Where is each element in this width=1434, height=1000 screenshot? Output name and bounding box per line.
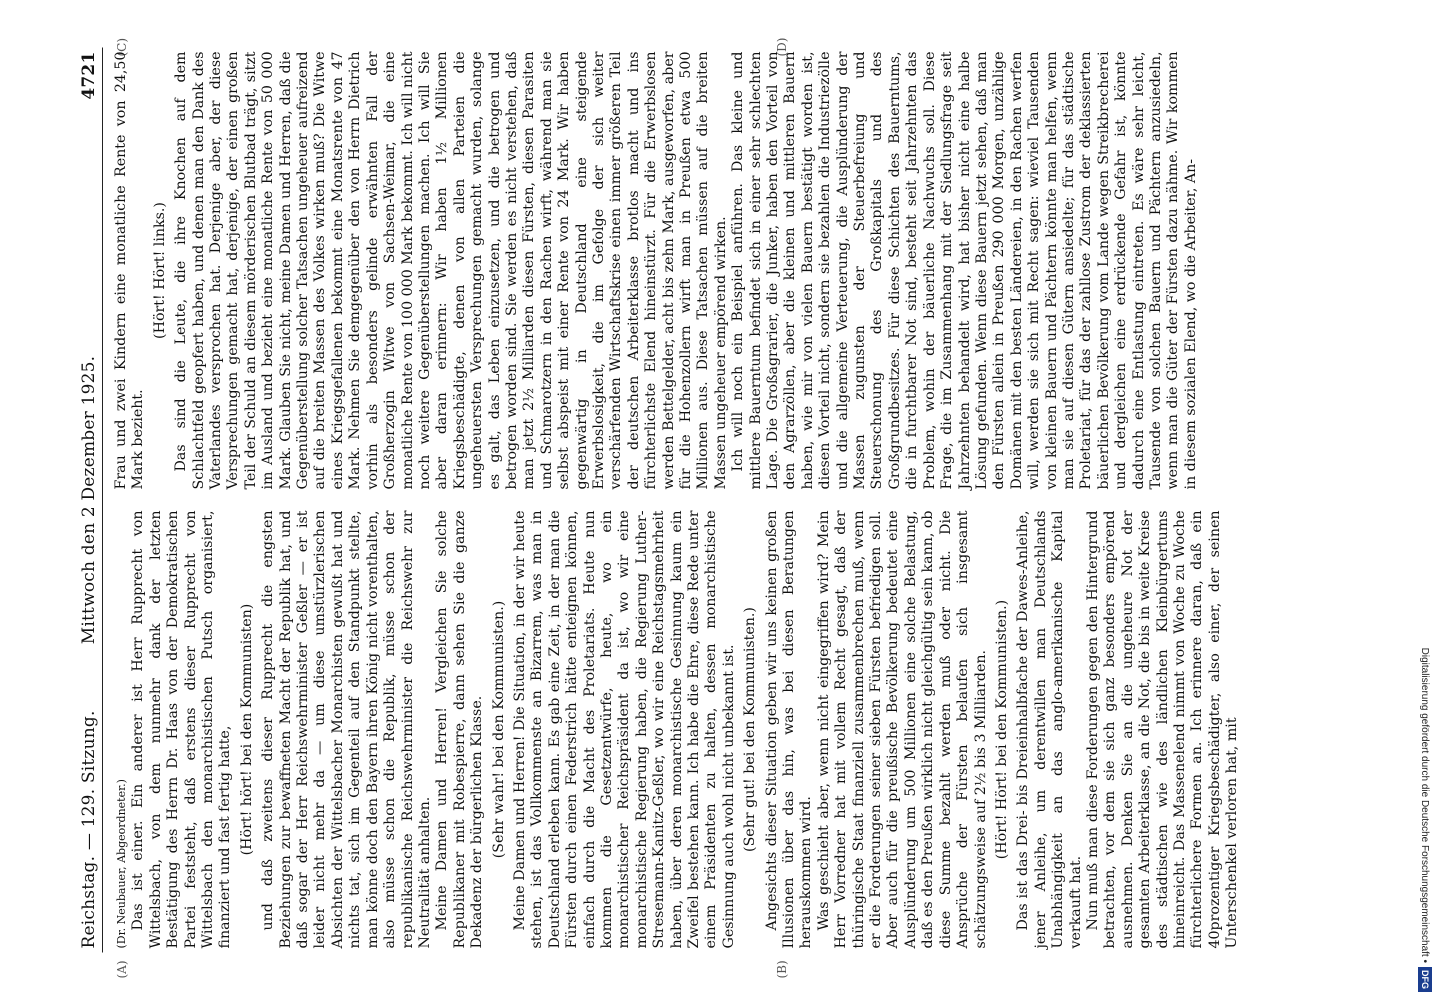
header-page-number: 4721: [79, 51, 99, 100]
header-session: Reichstag. — 129. Sitzung.: [79, 710, 99, 949]
paragraph: Was geschieht aber, wenn nicht eingegriffen wird? Mein Herr Vorredner hat mit vollem Recht gesagt, daß der thüringische Staat finanziell zusammenbrechen muß, wenn er die Forderungen seiner sieben Fürsten befriedigen soll. Aber auch für die preußische Bevölkerung bedeutet eine Ausplünderung um 500 Millionen eine solche Belastung, daß es den Preußen wirklich nicht gleichgültig sein kann, ob diese Summe bezahlt werden muß oder nicht. Die Ansprüche der Fürsten belaufen sich insgesamt schätzungsweise auf 2½ bis 3 Milliarden.: [815, 510, 989, 949]
paragraph: Nun muß man diese Forderungen gegen den Hintergrund betrachten, vor dem sie sich ganz besonders empörend ausnehmen. Denken Sie an die ungeheure Not der gesamten Arbeiterklasse, an die Not, die bis in weite Kreise des städtischen wie des ländlichen Kleinbürgertums hineinreicht. Das Massenelend nimmt von Woche zu Woche fürchterlichere Formen an. Ich erinnere daran, daß ein 40prozentiger Kriegsbeschädigter, also einer, der seinen Unterschenkel verloren hat, mit: [1084, 510, 1241, 949]
page-header: [75, 48, 103, 953]
interjection: (Sehr wahr! bei den Kommunisten.): [490, 600, 507, 859]
interjection: (Hört! hört! bei den Kommunisten): [238, 603, 255, 856]
paragraph: Das ist einer. Ein anderer ist Herr Rupprecht von Wittelsbach, von dem nunmehr dank der letzten Bestätigung des Herrn Dr. Haas von der Demokratischen Partei feststeht, daß erstens dieser Rupprecht von Wittelsbach den monarchistischen Putsch organisiert, finanziert und fast fertig hatte,: [130, 510, 234, 949]
paragraph: Das ist das Drei- bis Dreieinhalbfache der Dawes-Anleihe, jener Anleihe, um derentwillen man Deutschlands Unabhängigkeit an das anglo-amerikanische Kapital verkauft hat.: [1015, 510, 1084, 949]
paragraph: Angesichts dieser Situation geben wir uns keinen großen Illusionen über das hin, was bei diesen Beratungen herauskommen wird.: [763, 510, 815, 949]
margin-mark-c: (C): [115, 37, 129, 57]
dfg-credit-text: Digitalisierung gefördert durch die Deutsche Forschungsgemeinschaft •: [1419, 647, 1430, 963]
dfg-credit: [1418, 8, 1432, 992]
paragraph: Meine Damen und Herren! Vergleichen Sie solche Republikaner mit Robespierre, dann sehen Sie die ganze Dekadenz der bürgerlichen Klasse.: [434, 510, 486, 949]
left-column: [113, 511, 1365, 949]
interjection: (Sehr gut! bei den Kommunisten.): [742, 607, 759, 852]
margin-mark-a: (A): [115, 960, 129, 979]
header-date: Mittwoch den 2 Dezember 1925.: [79, 355, 99, 645]
margin-mark-d: (D): [775, 37, 789, 57]
paragraph: und daß zweitens dieser Rupprecht die engsten Beziehungen zur bewaffneten Macht der Republik hat, und daß sogar der Herr Reichswehrminister Geßler — er ist leider nicht mehr da — um diese umstürzlerischen Absichten der Wittelsbacher Monarchisten gewußt hat und nichts tat, sich im Gegenteil auf den Standpunkt stellte, man könne doch den Bayern ihren König nicht vorenthalten, also müsse schon die Republik, müsse schon der republikanische Reichswehrminister die Reichswehr zur Neutralität anhalten.: [260, 510, 433, 949]
right-column: [113, 52, 1365, 490]
interjection: (Hört! Hört! links.): [151, 202, 168, 339]
dfg-logo: DFG: [1418, 967, 1432, 992]
paragraph: Das sind die Leute, die ihre Knochen auf dem Schlachtfeld geopfert haben, und denen man den Dank des Vaterlandes versprochen hat. Derjenige aber, der diese Versprechungen gemacht hat, derjenige, der einen großen Teil der Schuld an diesem mörderischen Blutbad trägt, sitzt im Ausland und bezieht eine monatliche Rente von 50 000 Mark. Glauben Sie nicht, meine Damen und Herren, daß die Gegenüberstellung solcher Tatsachen ungeheuer aufreizend auf die breiten Massen des Volkes wirken muß? Die Witwe eines Kriegsgefallenen bekommt eine Monatsrente von 47 Mark. Nehmen Sie demgegenüber den von Herrn Dietrich vorhin als besonders gelinde erwähnten Fall der Großherzogin Witwe von Sachsen-Weimar, die eine monatliche Rente von 100 000 Mark bekommt. Ich will nicht noch weitere Gegenüberstellungen machen. Ich will Sie aber daran erinnern: Wir haben 1½ Millionen Kriegsbeschädigte, denen von allen Parteien die ungeheuersten Versprechungen gemacht wurden, solange es galt, das Leben einzusetzen, und die betrogen und betrogen worden sind. Sie werden es nicht verstehen, daß man jetzt 2½ Milliarden diesen Fürsten, diesen Parasiten und Schmarotzern in den Rachen wirft, während man sie selbst abspeist mit einer Rente von 24 Mark. Wir haben gegenwärtig in Deutschland eine steigende Erwerbslosigkeit, die im Gefolge der sich weiter verschärfenden Wirtschaftskrise einen immer größeren Teil der deutschen Arbeiterklasse brotlos macht und ins fürchterlichste Elend hineinstürzt. Für die Erwerbslosen werden Bettelgelder, acht bis zehn Mark, ausgeworfen, aber für die Hohenzollern wirft man in Preußen etwa 500 Millionen aus. Diese Tatsachen müssen auf die breiten Massen ungeheuer empörend wirken.: [173, 51, 729, 490]
paragraph: Frau und zwei Kindern eine monatliche Rente von 24,50 Mark bezieht.: [113, 51, 147, 490]
paragraph: Meine Damen und Herren! Die Situation, in der wir heute stehen, ist das Vollkommenste an Bizarrem, was man in Deutschland erleben kann. Es gab eine Zeit, in der man die Fürsten durch einen Federstrich hätte enteignen können, einfach durch die Macht des Proletariats. Heute nun kommen die Gesetzentwürfe, heute, wo ein monarchistischer Reichspräsident da ist, wo wir eine monarchistische Regierung haben, die Regierung Luther-Stresemann-Kanitz-Geßler, wo wir eine Reichstagsmehrheit haben, über deren monarchistische Gesinnung kaum ein Zweifel bestehen kann. Ich habe die Ehre, diese Rede unter einem Präsidenten zu halten, dessen monarchistische Gesinnung auch wohl nicht unbekannt ist.: [511, 510, 737, 949]
text-columns: [113, 48, 1365, 953]
interjection: (Hört! Hört! bei den Kommunisten.): [993, 599, 1010, 860]
dfg-credit-strip: [1418, 8, 1432, 992]
paragraph: Ich will noch ein Beispiel anführen. Das kleine und mittlere Bauerntum befindet sich in einer sehr schlechten Lage. Die Großagrarier, die Junker, haben den Vorteil von den Agrarzöllen, aber die kleinen und mittleren Bauern haben, wie mir von vielen Bauern bestätigt worden ist, diesen Vorteil nicht, sondern sie bezahlen die Industriezölle und die allgemeine Verteuerung, die Ausplünderung der Massen zugunsten der Steuerbefreiung und Steuerschonung des Großkapitals und des Großgrundbesitzes. Für diese Schichten des Bauerntums, die in furchtbarer Not sind, besteht seit Jahrzehnten das Problem, wohin der bäuerliche Nachwuchs soll. Diese Frage, die im Zusammenhang mit der Siedlungsfrage seit Jahrzehnten behandelt wird, hat bisher nicht eine halbe Lösung gefunden. Wenn diese Bauern jetzt sehen, daß man den Fürsten allein in Preußen 290 000 Morgen, unzählige Domänen mit den besten Ländereien, in den Rachen werfen will, werden sie sich mit Recht sagen: wieviel Tausenden von kleinen Bauern und Pächtern könnte man helfen, wenn man sie auf diesen Gütern ansiedelte; für das städtische Proletariat, für das der zahllose Zustrom der deklassierten bäuerlichen Bevölkerung vom Lande wegen Streikbrecherei und dergleichen eine erdrückende Gefahr ist, könnte dadurch eine Entlastung eintreten. Es wäre sehr leicht, Tausende von solchen Bauern und Pächtern anzusiedeln, wenn man die Güter der Fürsten dazu nähme. Wir kommen in diesem sozialen Elend, wo die Arbeiter, An-: [730, 51, 1199, 490]
speaker-label: (Dr. Neubauer, Abgeordneter.): [115, 779, 128, 949]
rotated-page: [75, 37, 1365, 979]
margin-mark-b: (B): [775, 960, 789, 979]
